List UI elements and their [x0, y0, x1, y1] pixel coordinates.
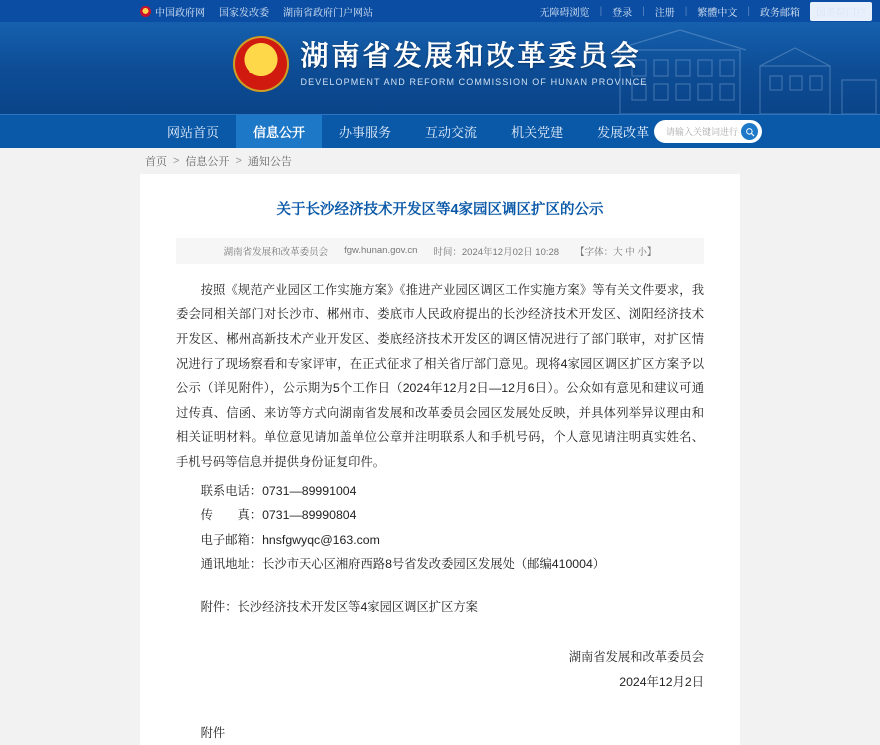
contact-value: 0731—89990804: [262, 508, 357, 523]
contact-fax: [176, 503, 704, 528]
topbar-link-ndrc[interactable]: [219, 4, 269, 19]
font-size-close: 】: [646, 246, 657, 258]
site-banner: [0, 22, 880, 114]
breadcrumb-bar: [0, 148, 880, 174]
nav-item-interaction[interactable]: 互动交流: [425, 125, 478, 140]
national-emblem-icon: [233, 36, 289, 92]
contact-label: 电子邮箱：: [200, 532, 263, 547]
site-title-cn: 湖南省发展和改革委员会: [300, 41, 642, 73]
topbar-link-label: 国家发改委: [219, 7, 269, 19]
breadcrumb-item-home[interactable]: 首页: [145, 156, 167, 168]
font-size-label: 【字体：: [575, 246, 614, 258]
site-title-en: DEVELOPMENT AND REFORM COMMISSION OF HUNAN PROVINCE: [300, 76, 648, 87]
article-card: [140, 174, 740, 745]
utility-bar-links: [140, 4, 373, 19]
contact-value: hnsfgwyqc@163.com: [262, 532, 380, 547]
topbar-link-label: 湖南省政府门户网站: [283, 7, 373, 19]
meta-domain: fgw.hunan.gov.cn: [344, 245, 418, 257]
traditional-chinese-link[interactable]: 繁體中文: [697, 7, 738, 19]
topbar-link-label: 中国政府网: [155, 7, 205, 19]
nav-item-home[interactable]: 网站首页: [167, 125, 220, 140]
contact-value: 0731—89991004: [262, 483, 357, 498]
contact-label: 传 真：: [200, 508, 263, 523]
page-title: 关于长沙经济技术开发区等4家园区调区扩区的公示: [276, 202, 604, 218]
signature: [176, 645, 704, 694]
signature-date: 2024年12月2日: [619, 675, 704, 690]
breadcrumb-separator: >: [235, 155, 242, 167]
register-link[interactable]: 注册: [654, 7, 675, 19]
meta-time-value: 2024年12月02日 10:28: [461, 246, 560, 258]
contact-phone: [176, 479, 704, 504]
contact-list: [176, 479, 704, 577]
signature-org: 湖南省发展和改革委员会: [568, 650, 704, 665]
article-paragraph: 按照《规范产业园区工作实施方案》《推进产业园区调区工作实施方案》等有关文件要求，我委会同相关部门对长沙市、郴州市、娄底市人民政府提出的长沙经济技术开发区、浏阳经济技术开发区、郴州高新技术产业开发区、娄底经济技术开发区的调区情况进行了部门联审，对扩区情况进行了现场察看和专家评审，在正式征求了相关省厅部门意见。现将4家园区调区扩区方案予以公示（详见附件），公示期为5个工作日（2024年12月2日—12月6日）。公众如有意见和建议可通过传真、信函、来访等方式向湖南省发展和改革委员会园区发展处反映，并具体列举异议理由和相关证明材料。单位意见请加盖单位公章并注明联系人和手机号码，个人意见请注明真实姓名、手机号码等信息并提供身份证复印件。: [176, 282, 704, 469]
article-body: [176, 278, 704, 745]
font-size-control[interactable]: [575, 244, 656, 258]
nav-item-services[interactable]: 办事服务: [339, 125, 392, 140]
login-link[interactable]: 登录: [612, 7, 633, 19]
attachment-link[interactable]: 附件：长沙经济技术开发区等4家园区调区扩区方案: [200, 599, 478, 614]
nav-item-development-reform[interactable]: 发展改革: [597, 125, 650, 140]
attachment-heading: 附件: [200, 725, 226, 740]
state-council-portal-button[interactable]: 国务院门户: [810, 2, 872, 21]
utility-bar-right: [540, 0, 872, 22]
gov-mail-link[interactable]: 政务邮箱: [760, 7, 800, 19]
contact-address: [176, 552, 704, 577]
contact-label: 联系电话：: [200, 483, 263, 498]
contact-email: [176, 528, 704, 553]
article-meta: [176, 238, 704, 264]
meta-time: [433, 244, 559, 258]
search-box[interactable]: [654, 120, 762, 143]
topbar-link-hunan-gov[interactable]: [283, 4, 373, 19]
meta-source: 湖南省发展和改革委员会: [223, 246, 329, 258]
meta-time-label: 时间：: [433, 246, 462, 258]
accessibility-link[interactable]: 无障碍浏览: [539, 7, 590, 19]
divider: |: [642, 5, 645, 17]
divider: |: [599, 5, 603, 17]
site-brand: [0, 36, 880, 92]
search-icon[interactable]: [741, 123, 758, 140]
search-input[interactable]: [664, 126, 741, 138]
breadcrumb-item-notices[interactable]: 通知公告: [247, 156, 292, 168]
site-brand-text: [301, 41, 648, 86]
divider: |: [684, 5, 688, 17]
breadcrumb: [140, 148, 740, 174]
nav-item-party-building[interactable]: 机关党建: [511, 125, 564, 140]
font-size-options[interactable]: 大 中 小: [613, 246, 647, 258]
national-emblem-icon: [140, 6, 151, 17]
topbar-link-china-gov[interactable]: [140, 4, 205, 19]
nav-item-info-disclosure[interactable]: 信息公开: [236, 115, 322, 148]
main-nav: [0, 114, 880, 148]
breadcrumb-separator: >: [173, 155, 180, 167]
breadcrumb-item-info-disclosure[interactable]: 信息公开: [185, 156, 230, 168]
contact-label: 通讯地址：: [200, 557, 263, 572]
utility-bar: [0, 0, 880, 22]
divider: |: [747, 5, 750, 17]
contact-value: 长沙市天心区湘府西路8号省发改委园区发展处（邮编410004）: [262, 557, 606, 572]
